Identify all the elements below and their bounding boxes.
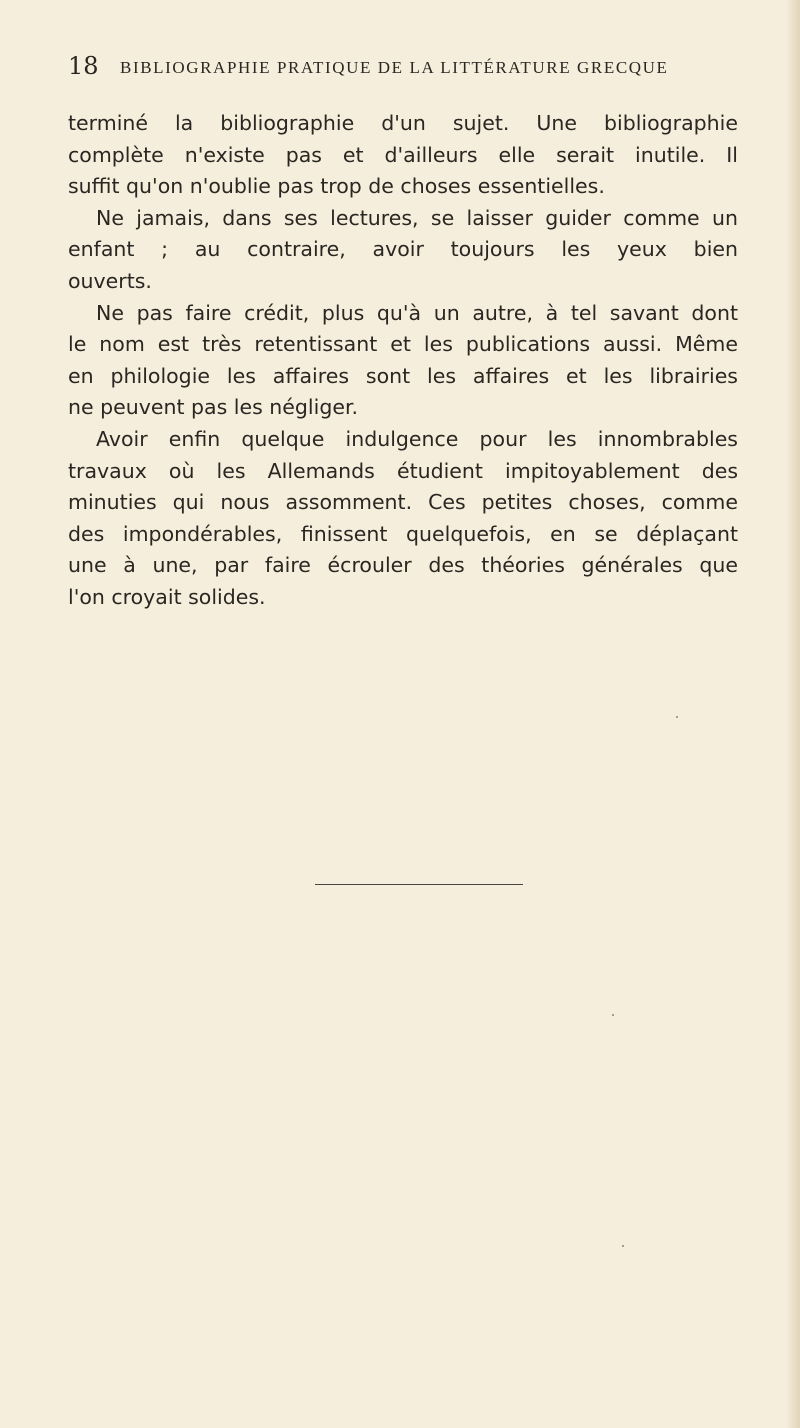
text-line-13: minuties qui nous assomment. Ces petites choses, comme xyxy=(68,490,738,515)
text-line-1: terminé la bibliographie d'un sujet. Une bibliographie xyxy=(68,111,738,135)
text-line-9: en philologie les affaires sont les affaires et les librairies xyxy=(68,363,738,388)
text-line-14: des impondérables, finissent quelquefois, en se déplaçant xyxy=(68,521,738,546)
text-line-4: Ne jamais, dans ses lectures, se laisser guider comme un xyxy=(96,205,738,230)
text-line-8: le nom est très retentissant et les publications aussi. Même xyxy=(68,332,738,357)
text-line-11: Avoir enfin quelque indulgence pour les innombrables xyxy=(96,426,738,451)
text-line-16: l'on croyait solides. xyxy=(68,584,266,609)
body-text xyxy=(68,108,738,614)
running-title: BIBLIOGRAPHIE PRATIQUE DE LA LITTÉRATURE GRECQUE xyxy=(120,58,669,77)
text-line-3: suffit qu'on n'oublie pas trop de choses essentielles. xyxy=(68,174,605,199)
paper-speck xyxy=(612,1014,614,1016)
text-line-2: complète n'existe pas et d'ailleurs elle serait inutile. Il xyxy=(68,142,738,167)
paper-speck xyxy=(676,716,678,718)
section-end-rule xyxy=(315,884,523,885)
text-line-6: ouverts. xyxy=(68,268,152,293)
running-head xyxy=(68,52,738,82)
paper-speck xyxy=(622,1245,624,1247)
page-edge-shadow xyxy=(786,0,800,1428)
text-line-15: une à une, par faire écrouler des théories générales que xyxy=(68,553,738,578)
page-number: 18 xyxy=(68,52,99,80)
text-line-7: Ne pas faire crédit, plus qu'à un autre, à tel savant dont xyxy=(96,300,738,325)
text-line-12: travaux où les Allemands étudient impitoyablement des xyxy=(68,458,738,483)
text-line-5: enfant ; au contraire, avoir toujours les yeux bien xyxy=(68,237,738,262)
text-line-10: ne peuvent pas les négliger. xyxy=(68,395,359,420)
